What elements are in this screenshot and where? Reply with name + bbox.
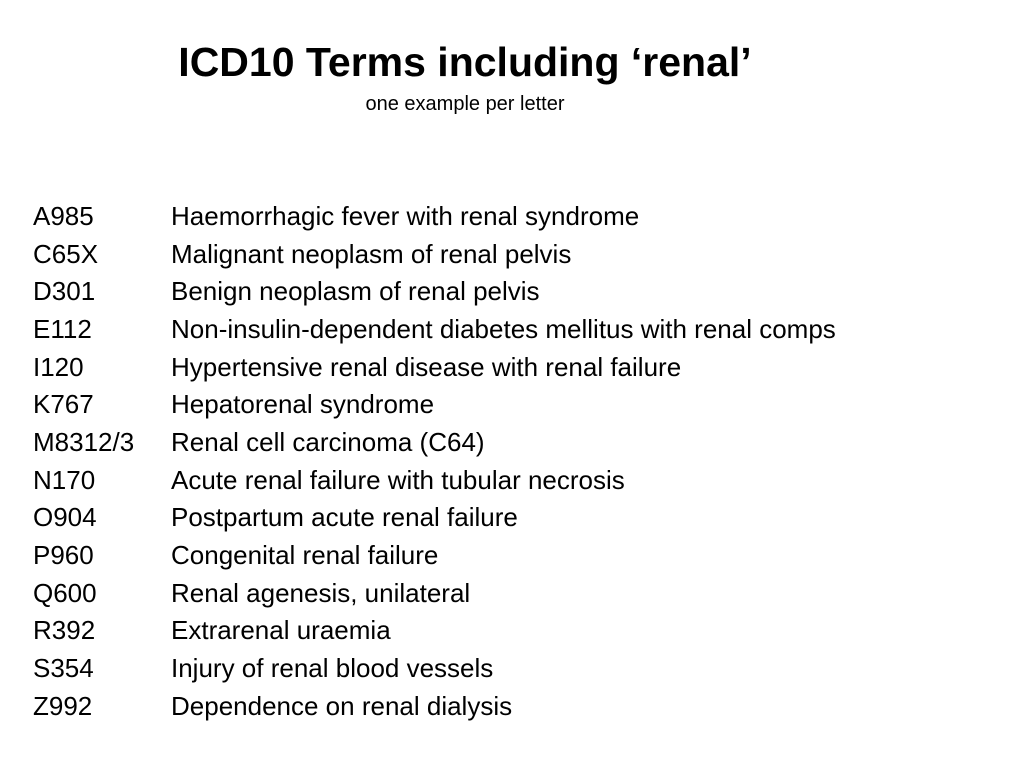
term-description: Acute renal failure with tubular necrosis [171, 464, 625, 495]
term-description: Hepatorenal syndrome [171, 389, 435, 420]
term-code: A985 [33, 200, 94, 231]
terms-list [33, 197, 1013, 725]
term-code: O904 [33, 502, 97, 533]
term-row [33, 197, 1013, 235]
page-subtitle: one example per letter [365, 93, 565, 115]
term-row [33, 310, 1013, 348]
term-description: Malignant neoplasm of renal pelvis [171, 238, 572, 269]
term-row [33, 499, 1013, 537]
term-description: Haemorrhagic fever with renal syndrome [171, 200, 640, 231]
term-description: Postpartum acute renal failure [171, 502, 518, 533]
term-code: S354 [33, 653, 94, 684]
term-code: P960 [33, 540, 94, 571]
term-row [33, 423, 1013, 461]
term-row [33, 574, 1013, 612]
term-code: I120 [33, 351, 84, 382]
term-description: Renal cell carcinoma (C64) [171, 426, 485, 457]
term-code: Z992 [33, 690, 93, 721]
term-code: M8312/3 [33, 426, 135, 457]
term-code: K767 [33, 389, 94, 420]
term-row [33, 272, 1013, 310]
term-code: D301 [33, 276, 96, 307]
term-row [33, 385, 1013, 423]
term-code: E112 [33, 313, 92, 344]
term-code: C65X [33, 238, 99, 269]
term-row [33, 348, 1013, 386]
term-description: Dependence on renal dialysis [171, 690, 513, 721]
term-description: Renal agenesis, unilateral [171, 577, 471, 608]
term-description: Extrarenal uraemia [171, 615, 391, 646]
term-description: Non-insulin-dependent diabetes mellitus with renal comps [171, 313, 836, 344]
term-description: Hypertensive renal disease with renal failure [171, 351, 682, 382]
term-row [33, 235, 1013, 273]
page-title: ICD10 Terms including ‘renal’ [178, 39, 752, 85]
term-description: Benign neoplasm of renal pelvis [171, 276, 540, 307]
term-row [33, 461, 1013, 499]
term-description: Congenital renal failure [171, 540, 439, 571]
term-code: R392 [33, 615, 96, 646]
term-row [33, 536, 1013, 574]
term-row [33, 687, 1013, 725]
term-description: Injury of renal blood vessels [171, 653, 494, 684]
term-code: N170 [33, 464, 96, 495]
term-row [33, 612, 1013, 650]
term-code: Q600 [33, 577, 97, 608]
term-row [33, 649, 1013, 687]
